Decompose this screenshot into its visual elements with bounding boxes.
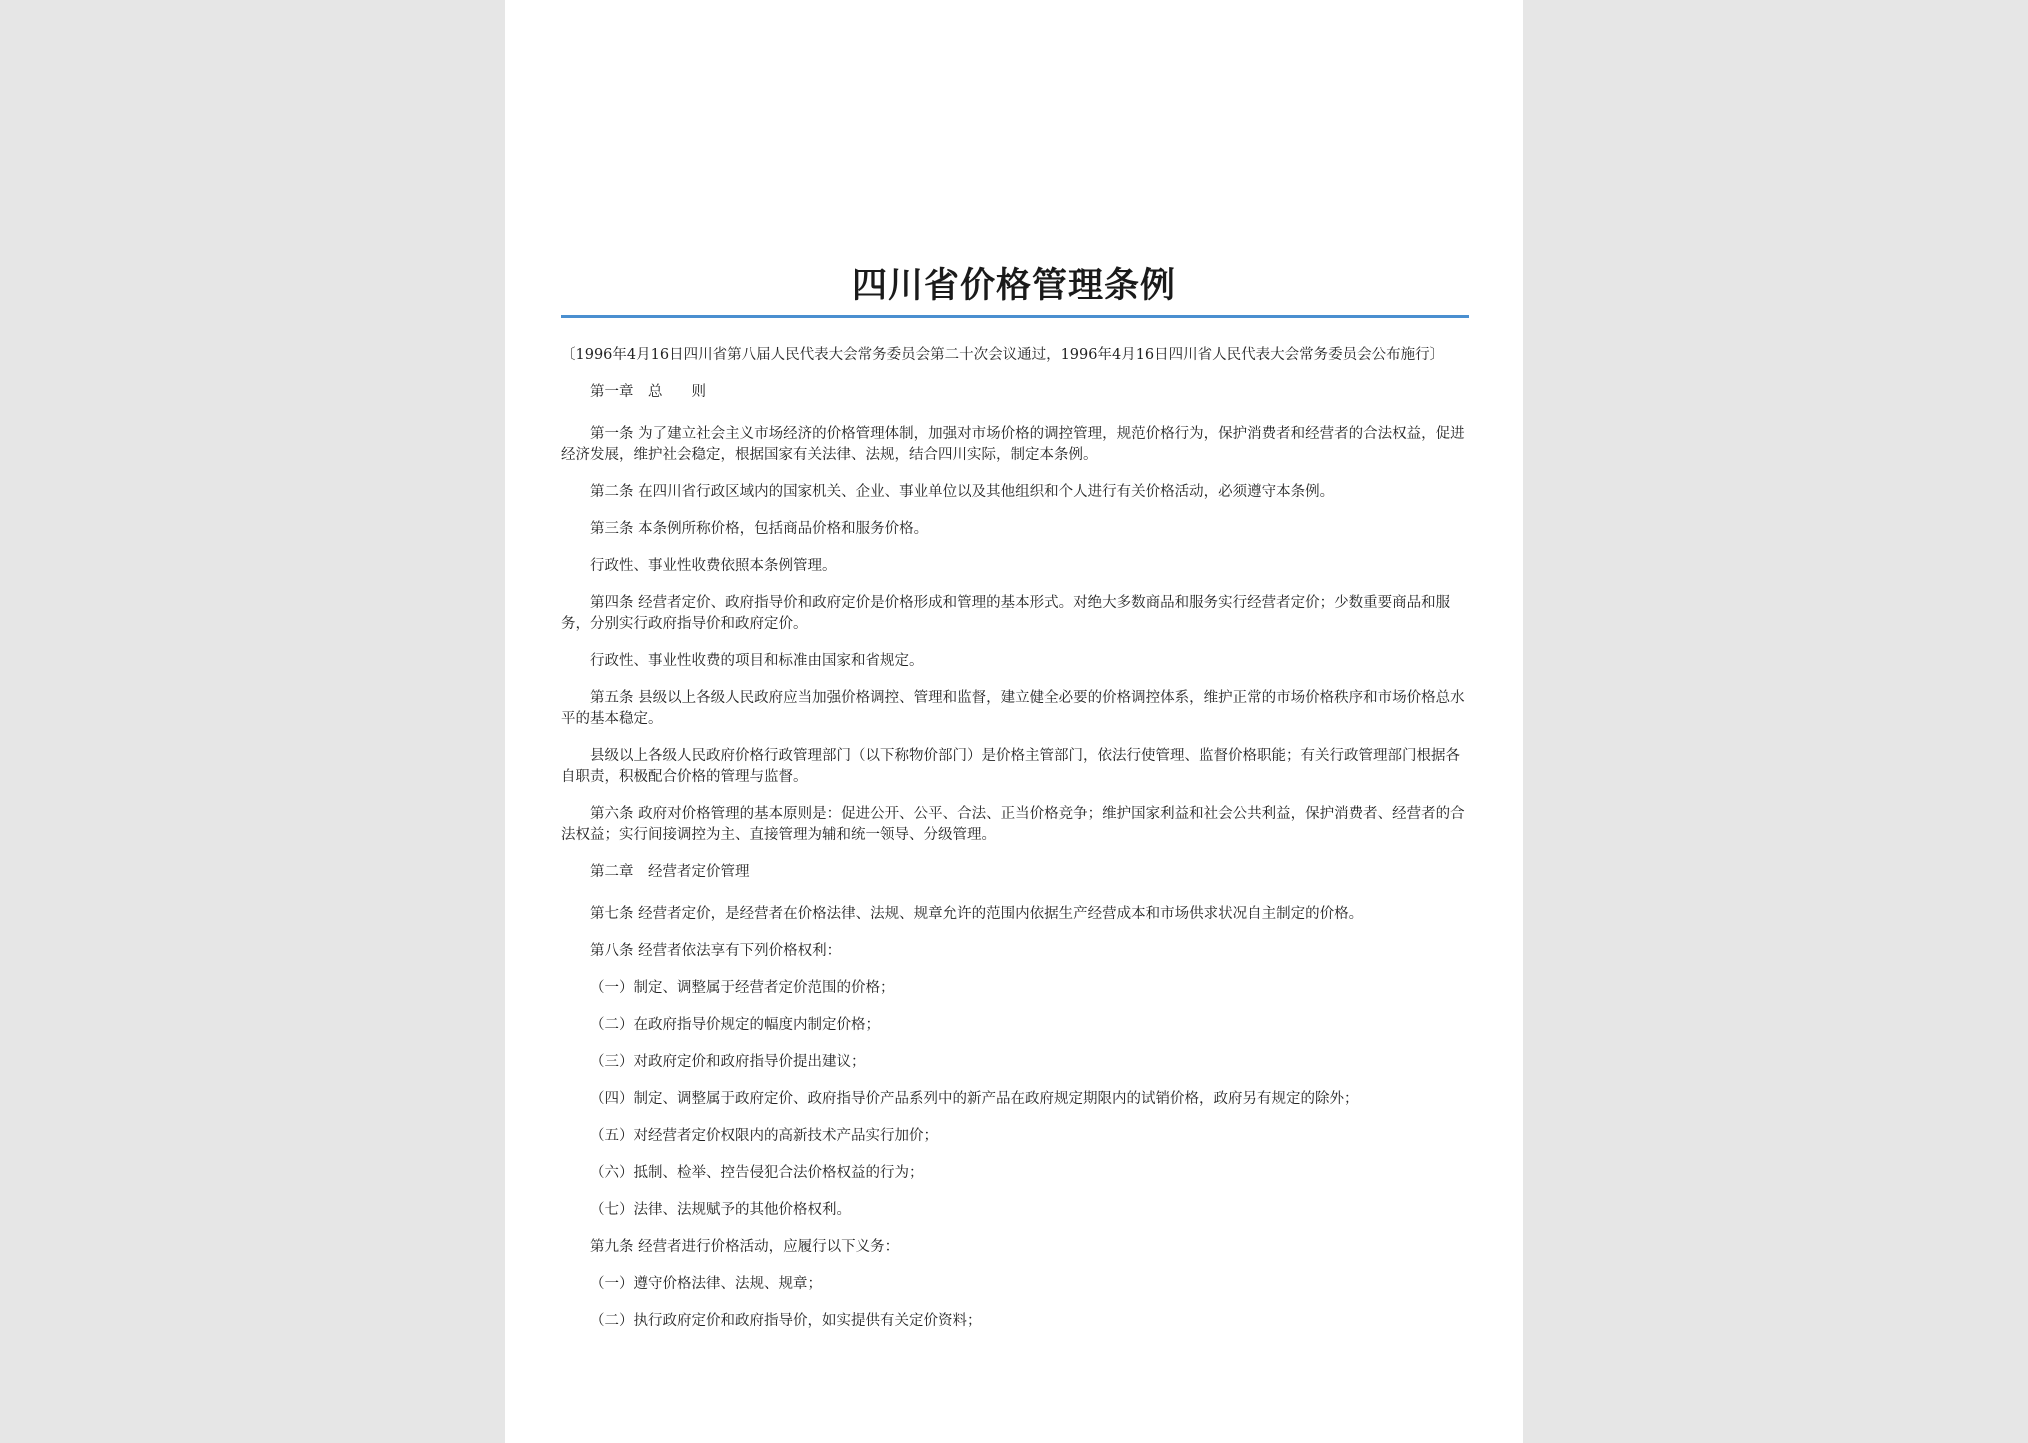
list-item: （二）在政府指导价规定的幅度内制定价格； xyxy=(590,1017,880,1033)
article-paragraph: 第二条 在四川省行政区域内的国家机关、企业、事业单位以及其他组织和个人进行有关价格活动，必须遵守本条例。 xyxy=(590,484,1335,500)
article-paragraph: 第一条 为了建立社会主义市场经济的价格管理体制，加强对市场价格的调控管理，规范价格行为，保护消费者和经营者的合法权益，促进经济发展，维护社会稳定，根据国家有关法律、法规，结合四川实际，制定本条例。 xyxy=(561,426,1465,463)
list-item: （七）法律、法规赋予的其他价格权利。 xyxy=(590,1202,851,1218)
list-item: （一）遵守价格法律、法规、规章； xyxy=(590,1276,822,1292)
preamble: 〔1996年4月16日四川省第八届人民代表大会常务委员会第二十次会议通过，1996年4月16日四川省人民代表大会常务委员会公布施行〕 xyxy=(561,347,1445,363)
list-item: （五）对经营者定价权限内的高新技术产品实行加价； xyxy=(590,1128,938,1144)
article-paragraph: 第四条 经营者定价、政府指导价和政府定价是价格形成和管理的基本形式。对绝大多数商品和服务实行经营者定价；少数重要商品和服务，分别实行政府指导价和政府定价。 xyxy=(561,595,1451,632)
article-paragraph: 第七条 经营者定价，是经营者在价格法律、法规、规章允许的范围内依据生产经营成本和市场供求状况自主制定的价格。 xyxy=(590,906,1364,922)
article-paragraph: 县级以上各级人民政府价格行政管理部门（以下称物价部门）是价格主管部门，依法行使管理、监督价格职能；有关行政管理部门根据各自职责，积极配合价格的管理与监督。 xyxy=(561,748,1460,785)
document-body xyxy=(561,345,1469,1348)
list-item: （四）制定、调整属于政府定价、政府指导价产品系列中的新产品在政府规定期限内的试销价格，政府另有规定的除外； xyxy=(590,1091,1359,1107)
chapter-heading: 第二章 经营者定价管理 xyxy=(590,864,750,880)
document-page xyxy=(505,0,1523,1443)
title-divider xyxy=(561,315,1469,318)
list-item: （一）制定、调整属于经营者定价范围的价格； xyxy=(590,980,895,996)
article-paragraph: 行政性、事业性收费的项目和标准由国家和省规定。 xyxy=(590,653,924,669)
list-item: （三）对政府定价和政府指导价提出建议； xyxy=(590,1054,866,1070)
document-title: 四川省价格管理条例 xyxy=(851,265,1176,306)
article-paragraph: 第八条 经营者依法享有下列价格权利： xyxy=(590,943,842,959)
article-paragraph: 第五条 县级以上各级人民政府应当加强价格调控、管理和监督，建立健全必要的价格调控体系，维护正常的市场价格秩序和市场价格总水平的基本稳定。 xyxy=(561,690,1465,727)
article-paragraph: 第三条 本条例所称价格，包括商品价格和服务价格。 xyxy=(590,521,929,537)
list-item: （二）执行政府定价和政府指导价，如实提供有关定价资料； xyxy=(590,1313,982,1329)
article-paragraph: 第九条 经营者进行价格活动，应履行以下义务： xyxy=(590,1239,900,1255)
chapter-heading: 第一章 总 则 xyxy=(590,384,706,400)
article-paragraph: 行政性、事业性收费依照本条例管理。 xyxy=(590,558,837,574)
article-paragraph: 第六条 政府对价格管理的基本原则是：促进公开、公平、合法、正当价格竞争；维护国家利益和社会公共利益，保护消费者、经营者的合法权益；实行间接调控为主、直接管理为辅和统一领导、分级管理。 xyxy=(561,806,1465,843)
list-item: （六）抵制、检举、控告侵犯合法价格权益的行为； xyxy=(590,1165,924,1181)
